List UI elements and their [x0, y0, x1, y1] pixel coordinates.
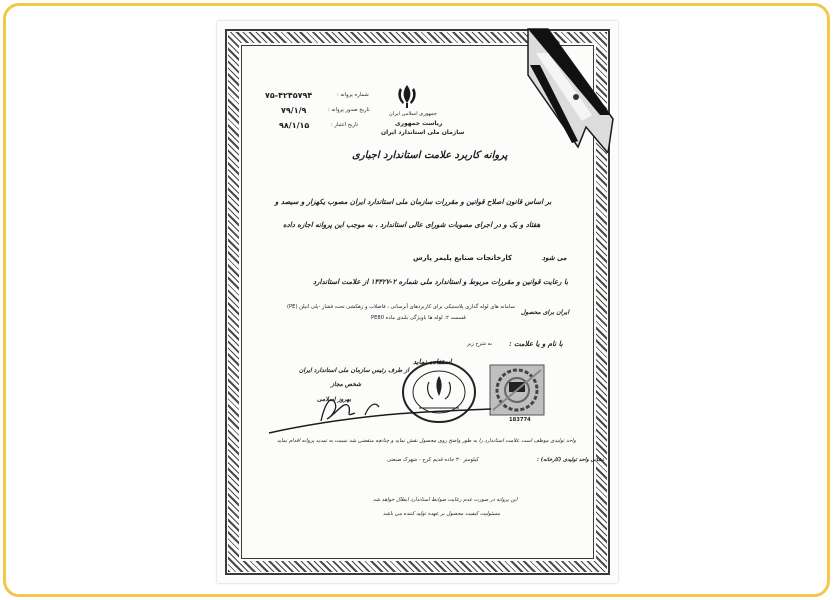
hologram-number: 183774: [509, 417, 531, 423]
product-description-1: سامانه های لوله گذاری پلاستیکی برای کاربردهای آبرسانی ، فاضلاب و زهکشی تحت فشار -پلی اتیلن (PE): [287, 304, 515, 310]
footer-line-2: مسئولیت کیفیت محصول بر عهده تولید کننده می باشد: [383, 511, 500, 517]
signatory-line-1: از طرف رئیس سازمان ملی استاندارد ایران: [299, 367, 409, 374]
expiry-date-label: تاریخ اعتبار :: [331, 122, 359, 128]
product-description-2: قسمت ۲: لوله ها باویژگی بلندی ماده PE80: [371, 315, 466, 321]
footer-line-1: این پروانه در صورت عدم رعایت ضوابط استاندارد ابطال خواهد شد: [373, 497, 518, 503]
license-number: ۷۵-۴۲۴۵۷۹۴: [265, 91, 313, 100]
brand-note: به شرح زیر: [467, 341, 492, 347]
brand-value: استفاده نماید: [413, 357, 452, 366]
company-prefix: می شود: [542, 253, 567, 262]
expiry-date: ۹۸/۱/۱۵: [279, 121, 310, 130]
certificate-paper: [217, 21, 618, 583]
address: کیلومتر ۳۰ جاده قدیم کرج - شهرک صنعتی: [387, 457, 479, 463]
signatory-line-2: شخص مجاز: [331, 381, 362, 388]
product-label: ایران برای محصول: [521, 309, 569, 316]
certificate-title: پروانه کاربرد علامت استاندارد اجباری: [352, 150, 508, 161]
signatory-line-3: بهروز اسلامی: [317, 396, 352, 403]
note-line-1: واحد تولیدی موظف است علامت استاندارد را به طور واضح روی محصول نقش نماید و چنانچه منقضی شد نسبت به تمدید پروانه اقدام نماید: [277, 438, 576, 444]
presidency: ریاست جمهوری: [395, 120, 443, 127]
company-name: کارخانجات صنایع پلیمر پارس: [413, 254, 513, 262]
paragraph-line-1: بر اساس قانون اصلاح قوانین و مقررات سازمان ملی استاندارد ایران مصوب یکهزار و سیصد و: [275, 197, 552, 206]
issue-date: ۷۹/۱/۹: [281, 106, 307, 115]
address-label: نشانی واحد تولیدی (کارخانه) :: [537, 457, 604, 463]
issue-date-label: تاریخ صدور پروانه :: [328, 107, 370, 113]
paragraph-line-2: هفتاد و یک و در اجرای مصوبات شورای عالی استاندارد ، به موجب این پروانه اجازه داده: [283, 220, 541, 229]
license-number-label: شماره پروانه :: [337, 92, 369, 98]
flag-ribbon-icon: [508, 23, 618, 153]
signature-mark-icon: [265, 389, 495, 437]
organization-name: سازمان ملی استاندارد ایران: [381, 129, 465, 136]
republic-label: جمهوری اسلامی ایران: [389, 111, 438, 117]
hologram-seal-icon: [489, 364, 545, 416]
iran-emblem-icon: [395, 83, 419, 109]
standard-line: با رعایت قوانین و مقررات مربوط و استاندارد ملی شماره ۲-۱۴۴۲۷ از علامت استاندارد: [313, 277, 569, 286]
brand-label: با نام و یا علامت :: [509, 339, 563, 348]
